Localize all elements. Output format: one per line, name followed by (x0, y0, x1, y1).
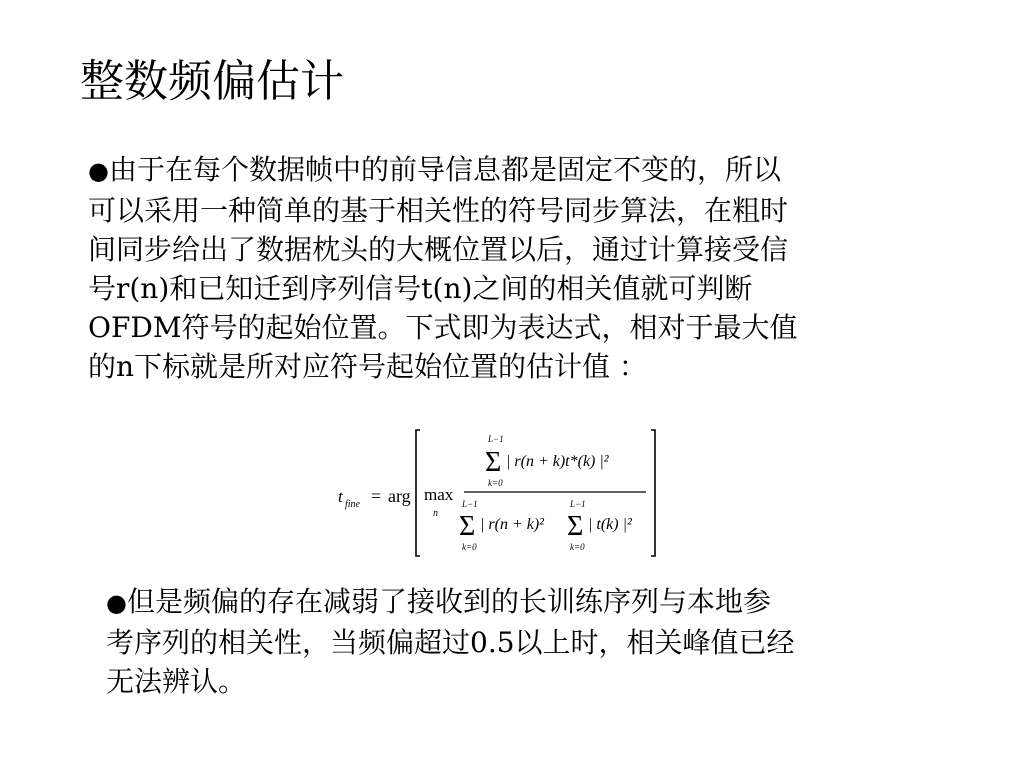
sum-lower-limit: k=0 (462, 542, 477, 552)
paragraph-line: 号r(n)和已知迁到序列信号t(n)之间的相关值就可判断 (88, 272, 753, 305)
formula-max: max (424, 485, 454, 504)
bullet-paragraph-2 (106, 582, 936, 701)
formula-denominator-term-1: | r(n + k)² (480, 516, 544, 533)
bullet-paragraph-1 (88, 150, 948, 386)
sum-icon: Σ (485, 447, 502, 478)
formula-lhs-subscript: fine (345, 499, 360, 510)
sum-upper-limit: L−1 (488, 434, 504, 444)
paragraph-line: ●但是频偏的存在减弱了接收到的长训练序列与本地参 (106, 585, 771, 618)
bullet-icon: ● (88, 157, 109, 185)
formula-denominator-term-2: | t(k) |² (588, 516, 632, 533)
formula-max-subscript: n (433, 508, 438, 519)
sum-upper-limit: L−1 (462, 499, 478, 509)
paragraph-line: ●由于在每个数据帧中的前导信息都是固定不变的，所以 (88, 153, 781, 186)
paragraph-line: 的n下标就是所对应符号起始位置的估计值 ： (88, 350, 647, 383)
sum-icon: Σ (459, 511, 476, 542)
sum-lower-limit: k=0 (488, 478, 503, 488)
paragraph-line: 间同步给出了数据枕头的大概位置以后，通过计算接受信 (88, 233, 789, 266)
paragraph-line: 无法辨认。 (106, 665, 247, 698)
formula-arg: arg (388, 486, 411, 506)
paragraph-line: OFDM符号的起始位置。下式即为表达式，相对于最大值 (88, 311, 798, 344)
formula-lhs: t (338, 487, 343, 506)
sum-icon: Σ (567, 511, 584, 542)
formula-numerator: | r(n + k)t*(k) |² (506, 453, 609, 470)
paragraph-line: 可以采用一种简单的基于相关性的符号同步算法，在粗时 (88, 194, 789, 227)
sum-lower-limit: k=0 (570, 542, 585, 552)
fine-timing-formula (330, 424, 670, 564)
paragraph-line: 考序列的相关性，当频偏超过0.5以上时，相关峰值已经 (106, 626, 795, 659)
bullet-icon: ● (106, 589, 127, 617)
formula-equals: = (371, 486, 382, 506)
slide-title: 整数频偏估计 (80, 56, 344, 107)
sum-upper-limit: L−1 (570, 499, 586, 509)
